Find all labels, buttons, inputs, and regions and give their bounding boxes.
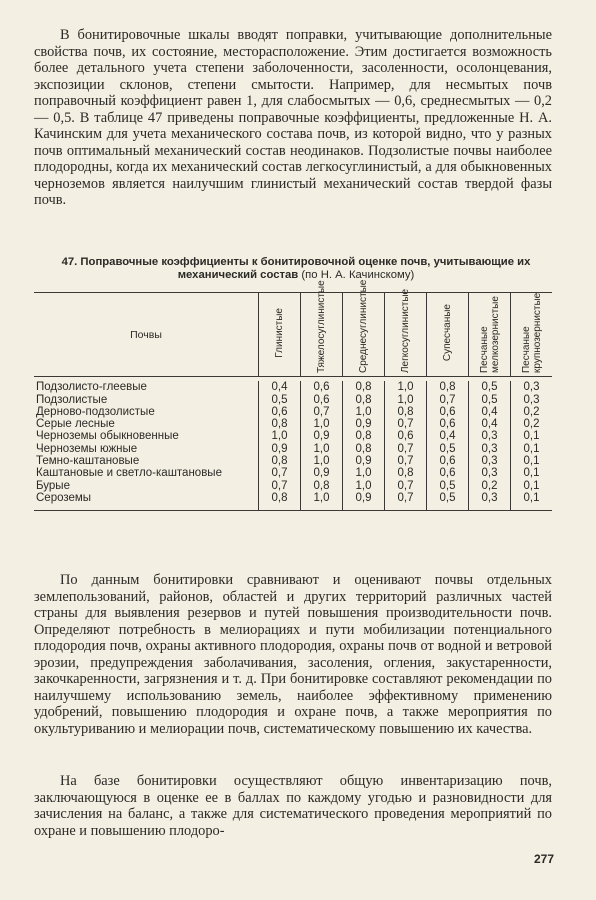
coefficient-cell: 0,5 — [427, 492, 469, 511]
coefficient-cell: 0,4 — [469, 406, 511, 418]
coefficient-cell: 0,9 — [301, 430, 343, 442]
coefficient-cell: 0,3 — [469, 443, 511, 455]
soil-name-cell: Черноземы южные — [36, 442, 138, 455]
soil-name-cell: Бурые — [36, 479, 70, 492]
table-row — [34, 430, 552, 442]
coefficient-cell: 0,8 — [385, 467, 427, 479]
coefficient-cell: 0,8 — [259, 418, 301, 430]
header-col-3-label: Легкосуглинистые — [400, 288, 411, 373]
coefficient-cell: 1,0 — [301, 492, 343, 511]
header-col-0-label: Глинистые — [274, 308, 285, 358]
coefficient-cell: 0,7 — [259, 480, 301, 492]
header-col-0 — [259, 293, 301, 377]
paragraph-inventory — [34, 773, 552, 839]
coefficient-cell: 0,8 — [343, 443, 385, 455]
soil-name-cell: Подзолистые — [36, 393, 108, 406]
table-header-row — [34, 293, 552, 377]
coefficient-cell: 1,0 — [385, 381, 427, 393]
coefficient-cell: 0,1 — [511, 430, 553, 442]
coefficient-cell: 0,1 — [511, 467, 553, 479]
table-row — [34, 480, 552, 492]
coefficient-cell: 0,3 — [511, 394, 553, 406]
coefficient-cell: 0,5 — [259, 394, 301, 406]
coefficient-cell: 0,6 — [259, 406, 301, 418]
coefficient-cell: 0,9 — [259, 443, 301, 455]
coefficient-cell: 0,9 — [343, 418, 385, 430]
coefficient-cell: 0,8 — [259, 492, 301, 511]
table-row — [34, 455, 552, 467]
soil-name-cell: Серые лесные — [36, 418, 115, 431]
coefficient-cell: 0,1 — [511, 443, 553, 455]
coefficient-cell: 0,7 — [427, 394, 469, 406]
coefficient-cell: 0,3 — [469, 455, 511, 467]
table-row — [34, 394, 552, 406]
coefficient-cell: 0,7 — [385, 492, 427, 511]
soil-name-cell: Дерново-подзолистые — [36, 405, 155, 418]
coefficient-cell: 1,0 — [301, 418, 343, 430]
coefficient-cell: 0,6 — [427, 418, 469, 430]
coefficient-cell: 0,8 — [343, 394, 385, 406]
coefficient-cell: 0,7 — [385, 480, 427, 492]
soil-name-cell: Сероземы — [34, 492, 259, 511]
table-body — [34, 377, 552, 511]
coefficient-cell: 0,1 — [511, 455, 553, 467]
header-col-6 — [511, 293, 553, 377]
header-soils: Почвы — [34, 293, 259, 377]
header-col-1-label: Тяжелосуглинистые — [316, 280, 327, 373]
table-caption-source: (по Н. А. Качинскому) — [301, 269, 415, 281]
coefficient-cell: 1,0 — [343, 467, 385, 479]
coefficient-cell: 0,7 — [301, 406, 343, 418]
coefficient-cell: 0,3 — [511, 381, 553, 393]
paragraph-usage — [34, 572, 552, 737]
header-col-5 — [469, 293, 511, 377]
coefficient-cell: 0,6 — [427, 467, 469, 479]
header-col-3 — [385, 288, 427, 377]
coefficient-cell: 0,7 — [259, 467, 301, 479]
coefficient-cell: 0,6 — [427, 455, 469, 467]
coefficient-cell: 0,4 — [469, 418, 511, 430]
coefficient-cell: 0,8 — [385, 406, 427, 418]
soil-name-cell: Черноземы обыкновенные — [36, 430, 179, 443]
coefficient-cell: 0,6 — [427, 406, 469, 418]
table-row — [34, 418, 552, 430]
coefficient-cell: 0,3 — [469, 430, 511, 442]
coefficient-cell: 0,9 — [301, 467, 343, 479]
header-col-6-label: Песчаные крупнозернистые — [520, 292, 543, 373]
soil-name-cell: Каштановые и светло-каштановые — [36, 467, 222, 480]
coefficient-cell: 0,6 — [301, 394, 343, 406]
correction-coefficients-table — [34, 279, 552, 511]
coefficient-cell: 0,7 — [385, 455, 427, 467]
soil-name-cell: Подзолисто-глеевые — [36, 381, 147, 394]
table-caption-title: 47. Поправочные коэффициенты к бонитировочной оценке почв, учитывающие их механический состав — [61, 256, 531, 281]
table-row — [34, 467, 552, 479]
header-col-4-label: Супесчаные — [442, 304, 453, 362]
table-row — [34, 443, 552, 455]
table-row — [34, 406, 552, 418]
soil-name-cell: Темно-каштановые — [36, 455, 140, 468]
coefficient-cell: 0,5 — [469, 381, 511, 393]
coefficient-cell: 0,8 — [343, 430, 385, 442]
coefficient-cell: 0,1 — [511, 492, 553, 511]
header-col-1 — [301, 280, 343, 377]
coefficient-cell: 0,8 — [427, 381, 469, 393]
coefficient-cell: 0,6 — [385, 430, 427, 442]
table-row — [34, 492, 552, 511]
coefficient-cell: 0,9 — [343, 455, 385, 467]
coefficient-cell: 0,7 — [385, 443, 427, 455]
coefficient-cell: 1,0 — [385, 394, 427, 406]
coefficient-cell: 0,7 — [385, 418, 427, 430]
coefficient-cell: 0,6 — [301, 381, 343, 393]
table-row — [34, 381, 552, 393]
coefficient-cell: 0,1 — [511, 480, 553, 492]
coefficient-cell: 0,2 — [469, 480, 511, 492]
coefficient-cell: 0,5 — [469, 394, 511, 406]
paragraph-inventory-text: На базе бонитировки осуществляют общую инвентаризацию почв, заключающуюся в оценке ее в баллах по каждому угодью и разновидности для зачисления на баланс, а также для систематического проведения мероприятий по охране и повышению плодоро- — [34, 773, 552, 839]
coefficient-cell: 1,0 — [343, 480, 385, 492]
coefficient-cell: 1,0 — [259, 430, 301, 442]
coefficient-cell: 0,8 — [343, 381, 385, 393]
coefficient-cell: 0,8 — [301, 480, 343, 492]
paragraph-intro-text: В бонитировочные шкалы вводят поправки, учитывающие дополнительные свойства почв, их состояние, месторасположение. Этим достигается возможность более детального учета степени заболоченности, засоленности, осолонцевания, экспозиции склонов, степени смытости. Например, для несмытых почв поправочный коэффициент равен 1, для слабосмытых — 0,6, среднесмытых — 0,2— 0,5. В таблице 47 приведены поправочные коэффициенты, предложенные Н. А. Качинским для учета механического состава почв, из которой видно, что у разных почв оптимальный механический состав неодинаков. Подзолистые почвы наиболее плодородны, когда их механический состав легкосуглинистый, а для обыкновенных черноземов является наилучшим глинистый механический состав твердой фазы почв. — [34, 27, 552, 208]
paragraph-usage-text: По данным бонитировки сравнивают и оценивают почвы отдельных землепользований, районов, областей и других территорий различных частей страны для выявления резервов и путей повышения производительности почв. Определяют потребность в мелиорациях и пути мобилизации потенциального плодородия почв, охраны активного плодородия, охраны почв от водной и ветровой эрозии, предупреждения заболачивания, засоления, огления, закустаренности, закочкаренности, загрязнения и т. д. При бонитировке составляют рекомендации по наилучшему использованию земель, наиболее эффективному применению удобрений, повышению плодородия и охране почв, а также мероприятия по окультуриванию и мелиорации почв, систематическому повышению их качества. — [34, 572, 552, 737]
header-col-5-label: Песчаные мелкозернистые — [478, 296, 501, 373]
header-col-2 — [343, 279, 385, 377]
header-col-4 — [427, 293, 469, 377]
page-number: 277 — [533, 852, 554, 866]
table-caption — [36, 256, 556, 282]
coefficient-cell: 0,2 — [511, 418, 553, 430]
coefficient-cell: 1,0 — [343, 406, 385, 418]
coefficient-cell: 0,4 — [259, 381, 301, 393]
coefficient-cell: 0,3 — [469, 492, 511, 511]
coefficient-cell: 1,0 — [301, 455, 343, 467]
coefficient-cell: 0,5 — [427, 480, 469, 492]
header-col-2-label: Среднесуглинистые — [358, 279, 369, 373]
coefficient-cell: 0,4 — [427, 430, 469, 442]
paragraph-intro — [34, 27, 552, 209]
coefficient-cell: 0,9 — [343, 492, 385, 511]
coefficient-cell: 0,2 — [511, 406, 553, 418]
coefficient-cell: 0,3 — [469, 467, 511, 479]
coefficient-cell: 0,5 — [427, 443, 469, 455]
coefficient-cell: 1,0 — [301, 443, 343, 455]
coefficient-cell: 0,8 — [259, 455, 301, 467]
